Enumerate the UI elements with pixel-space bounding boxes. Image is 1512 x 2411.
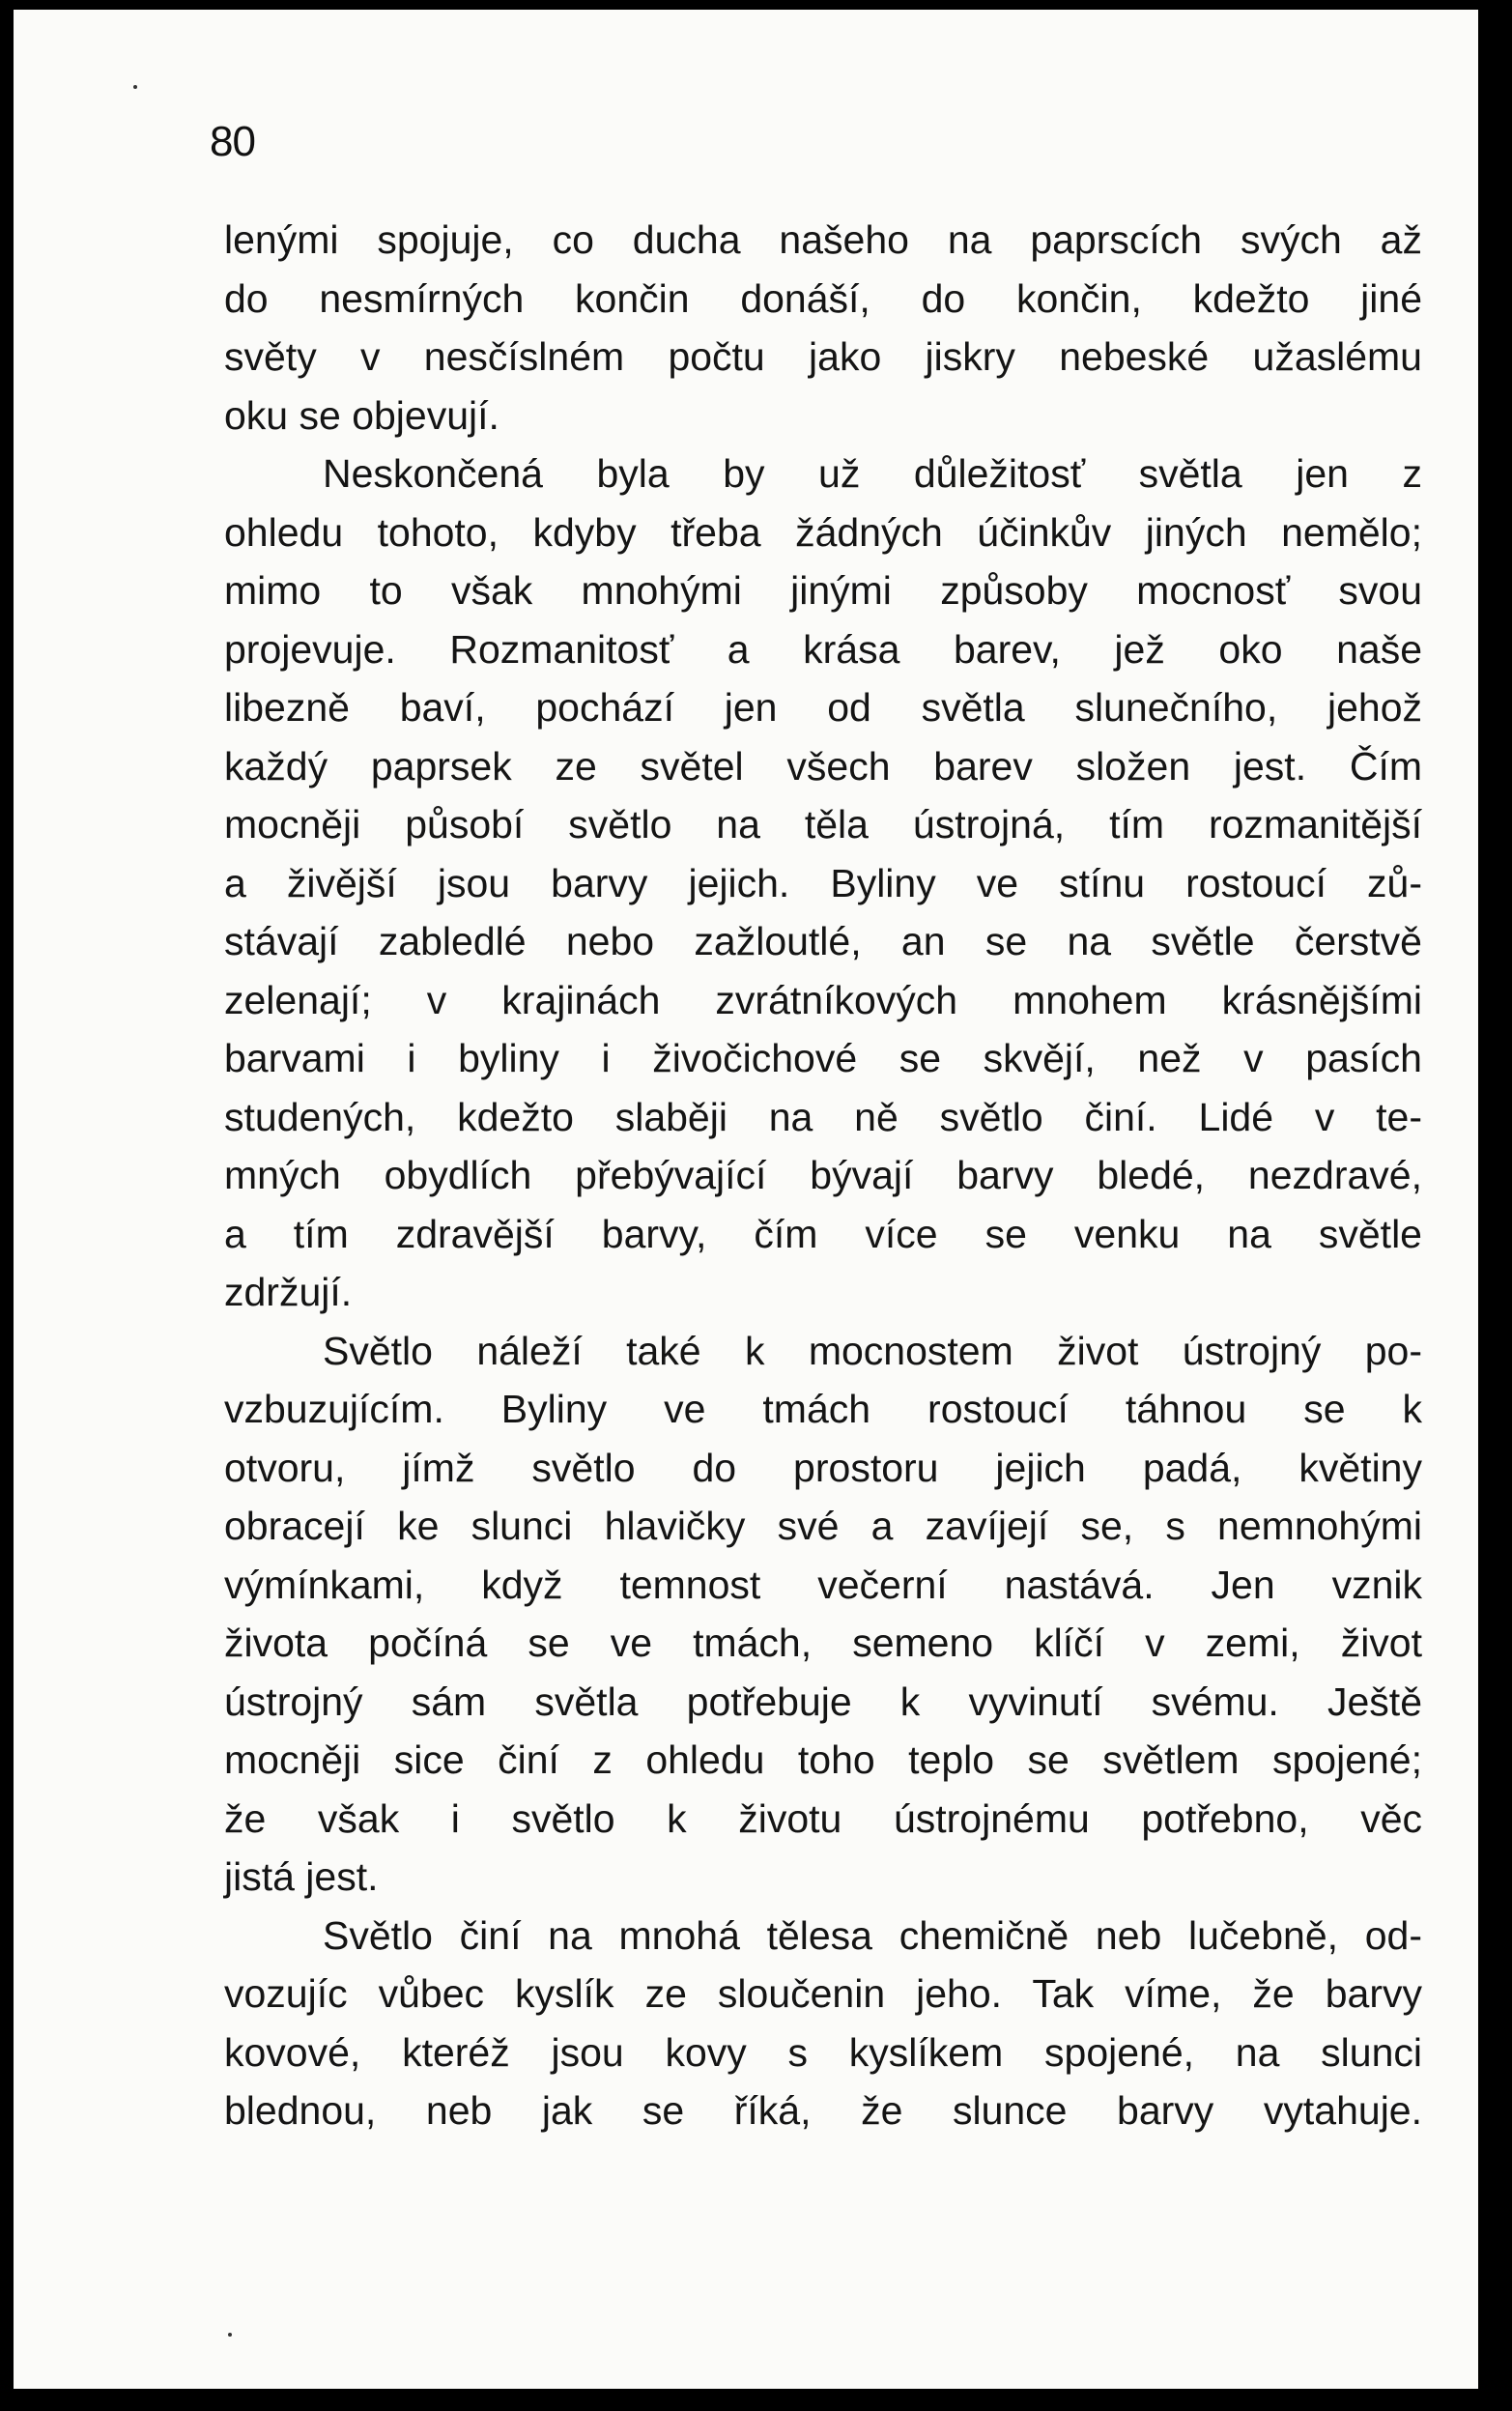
text-line: kovové, kteréž jsou kovy s kyslíkem spojené, na slunci bbox=[224, 2029, 1422, 2075]
text-line: do nesmírných končin donáší, do končin, kdežto jiné bbox=[224, 275, 1422, 321]
scan-edge-shadow bbox=[1478, 0, 1512, 2411]
text-line: blednou, neb jak se říká, že slunce barvy vytahuje. bbox=[224, 2088, 1422, 2133]
text-line: libezně baví, pochází jen od světla slunečního, jehož bbox=[224, 685, 1422, 730]
text-line: stávají zabledlé nebo zažloutlé, an se na světle čerstvě bbox=[224, 919, 1422, 963]
body-text bbox=[224, 211, 1422, 2140]
text-line: projevuje. Rozmanitosť a krása barev, jež oko naše bbox=[224, 626, 1422, 672]
text-line: Světlo náleží také k mocnostem život ústrojný po- bbox=[323, 1328, 1422, 1373]
text-line: a živější jsou barvy jejich. Byliny ve stínu rostoucí zů- bbox=[224, 860, 1422, 905]
text-line: ústrojný sám světla potřebuje k vyvinutí svému. Ještě bbox=[224, 1679, 1422, 1724]
text-line: a tím zdravější barvy, čím více se venku na světle bbox=[224, 1211, 1422, 1256]
book-page bbox=[14, 10, 1478, 2389]
text-line: Světlo činí na mnohá tělesa chemičně neb lučebně, od- bbox=[323, 1912, 1422, 1958]
paper-speck bbox=[228, 2333, 232, 2337]
text-line: jistá jest. bbox=[224, 1854, 379, 1899]
paper-speck bbox=[133, 85, 137, 89]
text-line: mocněji působí světlo na těla ústrojná, tím rozmanitější bbox=[224, 802, 1422, 847]
text-line: mimo to však mnohými jinými způsoby mocnosť svou bbox=[224, 568, 1422, 613]
page-number: 80 bbox=[210, 118, 255, 165]
text-line: mocněji sice činí z ohledu toho teplo se světlem spojené; bbox=[224, 1737, 1422, 1782]
text-line: Neskončená byla by už důležitosť světla jen z bbox=[323, 451, 1422, 496]
text-line: zelenají; v krajinách zvrátníkových mnohem krásnějšími bbox=[224, 977, 1422, 1022]
text-line: ohledu tohoto, kdyby třeba žádných účinkův jiných nemělo; bbox=[224, 509, 1422, 555]
text-line: výmínkami, když temnost večerní nastává. Jen vznik bbox=[224, 1562, 1422, 1607]
text-line: vozujíc vůbec kyslík ze sloučenin jeho. Tak víme, že barvy bbox=[224, 1971, 1422, 2016]
text-line: života počíná se ve tmách, semeno klíčí v zemi, život bbox=[224, 1621, 1422, 1665]
text-line: studených, kdežto slaběji na ně světlo činí. Lidé v te- bbox=[224, 1094, 1422, 1139]
text-line: otvoru, jímž světlo do prostoru jejich padá, květiny bbox=[224, 1445, 1422, 1490]
text-line: světy v nesčíslném počtu jako jiskry nebeské užaslému bbox=[224, 334, 1422, 379]
text-line: obracejí ke slunci hlavičky své a zavíjejí se, s nemnohými bbox=[224, 1504, 1422, 1548]
text-line: mných obydlích přebývající bývají barvy bledé, nezdravé, bbox=[224, 1153, 1422, 1197]
text-line: vzbuzujícím. Byliny ve tmách rostoucí táhnou se k bbox=[224, 1387, 1422, 1431]
text-line: oku se objevují. bbox=[224, 392, 499, 438]
text-line: barvami i byliny i živočichové se skvějí, než v pasích bbox=[224, 1036, 1422, 1080]
text-line: zdržují. bbox=[224, 1270, 353, 1314]
text-line: každý paprsek ze světel všech barev složen jest. Čím bbox=[224, 743, 1422, 789]
text-line: lenými spojuje, co ducha našeho na paprscích svých až bbox=[224, 217, 1422, 262]
text-line: že však i světlo k životu ústrojnému potřebno, věc bbox=[224, 1795, 1422, 1841]
